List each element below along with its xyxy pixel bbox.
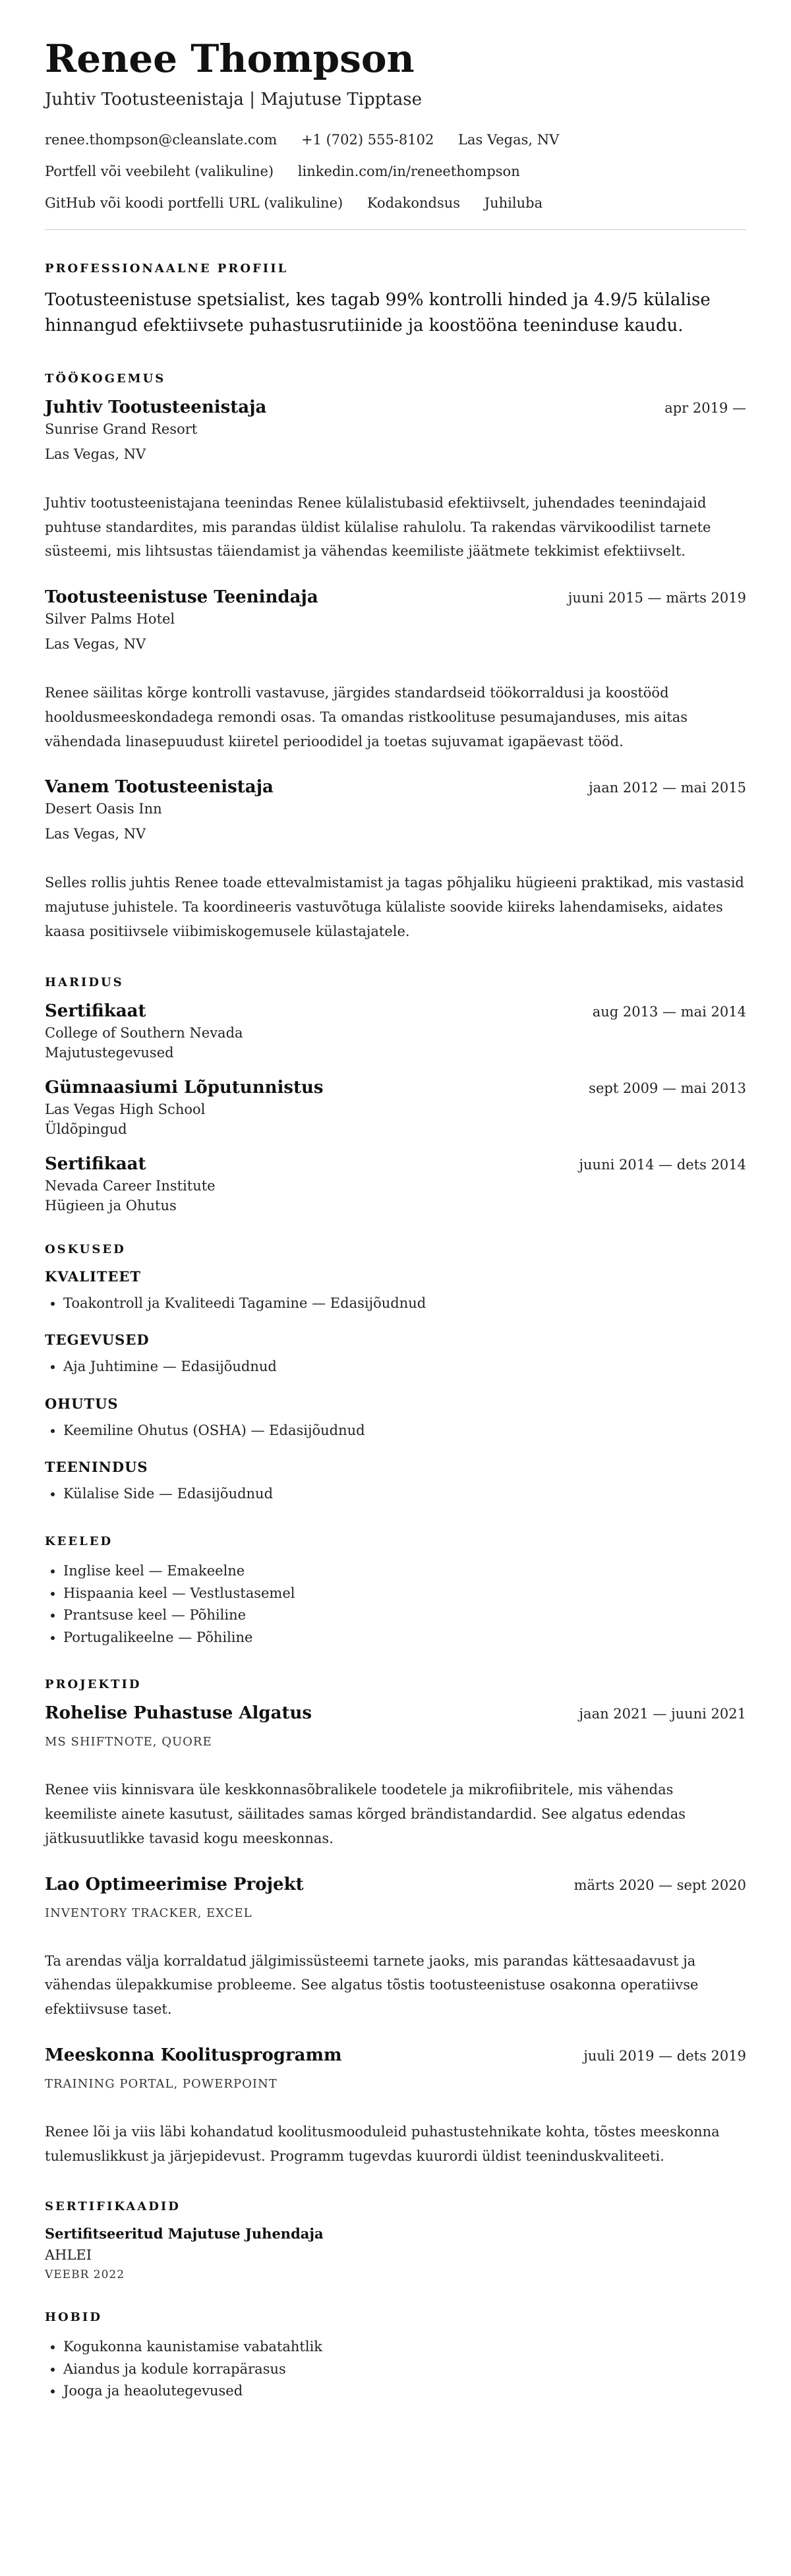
job-location: Las Vegas, NV [45, 826, 146, 842]
section-title-skills: OSKUSED [45, 1242, 126, 1256]
education-degree: Gümnaasiumi Lõputunnistus [45, 1077, 324, 1098]
job-role: Tootusteenistuse Teenindaja [45, 587, 318, 608]
project-description: Ta arendas välja korraldatud jälgimissüsteemi tarnete jaoks, mis parandas kättesaadavust ja vähendas ülepakkumise probleeme. See algatus tõstis tootusteenistuse osakonna operatiivse efektiivsuse taset. [45, 1952, 699, 2018]
contact-github[interactable]: GitHub või koodi portfelli URL (valikuline) [45, 194, 343, 211]
project-dates: jaan 2021 — juuni 2021 [579, 1706, 746, 1722]
skill-item: • Keemiline Ohutus (OSHA) — Edasijõudnud [63, 1420, 746, 1442]
project-description: Renee lõi ja viis läbi kohandatud koolitusmooduleid puhastustehnikate kohta, tõstes meeskonna tulemuslikkust ja järjepidevust. Programm tugevdas kuurordi üldist teeninduskvaliteeti. [45, 2123, 720, 2164]
project-dates: juuli 2019 — dets 2019 [583, 2047, 746, 2064]
contact-row-extra [45, 195, 746, 211]
section-title-hobbies: HOBID [45, 2310, 102, 2325]
language-item: • Hispaania keel — Vestlustasemel [63, 1583, 746, 1605]
contact-row-links [45, 163, 746, 179]
skill-category: TEENINDUS [45, 1459, 148, 1476]
section-title-projects: PROJEKTID [45, 1678, 142, 1692]
project-dates: märts 2020 — sept 2020 [573, 1877, 746, 1893]
project-name: Lao Optimeerimise Projekt [45, 1874, 304, 1894]
experience-entry [45, 587, 746, 753]
job-description: Juhtiv tootusteenistajana teenindas Renee külalistubasid efektiivselt, juhendades teenindajaid puhtuse standardites, mis parandas üldist külalise rahulolu. Ta rakendas värvikoodilist tarnete süsteemi, mis lihtsustas täiendamist ja vähendas keemiliste jäätmete tekkimist efektiivselt. [45, 494, 711, 560]
education-field: Majutustegevused [45, 1044, 174, 1061]
job-company: Desert Oasis Inn [45, 801, 162, 817]
skill-group [45, 1268, 746, 1315]
project-description: Renee viis kinnisvara üle keskkonnasõbralikele toodetele ja mikrofiibritele, mis vähendas keemiliste ainete kasutust, säilitades samas kõrged brändistandardid. See algatus edendas jätkusuutlikke tavasid kogu meeskonnas. [45, 1782, 686, 1846]
candidate-name: Renee Thompson [45, 36, 415, 81]
skill-category: OHUTUS [45, 1395, 119, 1412]
section-title-certifications: SERTIFIKAADID [45, 2200, 181, 2214]
contact-phone[interactable]: +1 (702) 555-8102 [301, 131, 434, 148]
profile-summary: Tootusteenistuse spetsialist, kes tagab 99% kontrolli hinded ja 4.9/5 külalise hinnangud efektiivsete puhastusrutiinide ja koostööna teeninduse kaudu. [45, 289, 711, 336]
hobby-item: • Aiandus ja kodule korrapärasus [63, 2358, 746, 2381]
job-location: Las Vegas, NV [45, 446, 146, 462]
education-entry [45, 1154, 746, 1214]
skill-item: • Toakontroll ja Kvaliteedi Tagamine — Edasijõudnud [63, 1293, 746, 1315]
project-entry [45, 1875, 746, 2022]
education-degree: Sertifikaat [45, 1001, 146, 1021]
project-name: Meeskonna Koolitusprogramm [45, 2045, 342, 2065]
education-degree: Sertifikaat [45, 1154, 146, 1174]
certification-org: AHLEI [45, 2247, 92, 2264]
project-name: Rohelise Puhastuse Algatus [45, 1703, 312, 1724]
language-item: • Prantsuse keel — Põhiline [63, 1604, 746, 1627]
job-description: Renee säilitas kõrge kontrolli vastavuse, järgides standardseid töökorraldusi ja koostööd hooldusmeeskondadega remondi osas. Ta omandas ristkoolituse pesumajanduses, mis aitas vähendada linasepuudust kiiretel perioodidel ja toetas sujuvamat igapäevast tööd. [45, 685, 688, 749]
contact-row-primary [45, 132, 746, 148]
project-entry [45, 1703, 746, 1850]
section-title-profile: PROFESSIONAALNE PROFIIL [45, 261, 289, 276]
skill-item: • Külalise Side — Edasijõudnud [63, 1483, 746, 1506]
education-dates: aug 2013 — mai 2014 [592, 1003, 746, 1020]
education-school: Las Vegas High School [45, 1101, 206, 1117]
job-dates: jaan 2012 — mai 2015 [589, 780, 746, 796]
job-company: Silver Palms Hotel [45, 611, 175, 628]
job-role: Juhtiv Tootusteenistaja [45, 397, 267, 417]
education-school: Nevada Career Institute [45, 1177, 216, 1194]
candidate-headline: Juhtiv Tootusteenistaja | Majutuse Tipptase [45, 89, 422, 109]
contact-location: Las Vegas, NV [458, 131, 560, 148]
job-role: Vanem Tootusteenistaja [45, 777, 274, 798]
experience-entry [45, 777, 746, 943]
education-dates: juuni 2014 — dets 2014 [579, 1156, 746, 1173]
section-title-languages: KEELED [45, 1534, 113, 1548]
hobby-item: • Jooga ja heaolutegevused [63, 2380, 746, 2403]
education-field: Üldõpingud [45, 1121, 127, 1137]
contact-email[interactable]: renee.thompson@cleanslate.com [45, 131, 278, 148]
contact-linkedin[interactable]: linkedin.com/in/reneethompson [297, 163, 520, 179]
hobby-item: • Kogukonna kaunistamise vabatahtlik [63, 2336, 746, 2358]
project-tech: MS SHIFTNOTE, QUORE [45, 1735, 212, 1749]
education-entry [45, 1001, 746, 1061]
skill-item: • Aja Juhtimine — Edasijõudnud [63, 1356, 746, 1378]
skill-category: TEGEVUSED [45, 1332, 150, 1349]
job-description: Selles rollis juhtis Renee toade ettevalmistamist ja tagas põhjaliku hügieeni praktikad, mis vastasid majutuse juhistele. Ta koordineeris vastuvõtuga külaliste soovide kiireks lahendamiseks, aidates kaasa positiivsele viibimiskogemusele külastajatele. [45, 875, 744, 939]
skill-group [45, 1332, 746, 1378]
skill-group [45, 1395, 746, 1442]
languages-section [45, 1535, 746, 1649]
education-field: Hügieen ja Ohutus [45, 1197, 177, 1214]
project-tech: INVENTORY TRACKER, EXCEL [45, 1906, 252, 1920]
language-item: • Portugalikeelne — Põhiline [63, 1627, 746, 1649]
education-dates: sept 2009 — mai 2013 [589, 1080, 746, 1096]
contact-portfolio[interactable]: Portfell või veebileht (valikuline) [45, 163, 274, 179]
section-title-experience: TÖÖKOGEMUS [45, 371, 166, 386]
language-item: • Inglise keel — Emakeelne [63, 1560, 746, 1583]
header-divider [45, 229, 746, 230]
job-location: Las Vegas, NV [45, 636, 146, 653]
job-company: Sunrise Grand Resort [45, 421, 198, 437]
job-dates: apr 2019 — [664, 399, 746, 416]
skill-category: KVALITEET [45, 1268, 142, 1285]
skill-group [45, 1459, 746, 1506]
experience-entry [45, 397, 746, 564]
hobbies-section [45, 2310, 746, 2403]
project-entry [45, 2045, 746, 2169]
job-dates: juuni 2015 — märts 2019 [568, 590, 746, 606]
contact-license: Juhiluba [484, 194, 543, 211]
education-entry [45, 1078, 746, 1137]
section-title-education: HARIDUS [45, 975, 124, 989]
project-tech: TRAINING PORTAL, POWERPOINT [45, 2076, 278, 2091]
certification-name: Sertifitseeritud Majutuse Juhendaja [45, 2225, 324, 2242]
certifications-section [45, 2200, 746, 2281]
certification-date: VEEBR 2022 [45, 2268, 125, 2282]
contact-citizenship: Kodakondsus [366, 194, 461, 211]
education-school: College of Southern Nevada [45, 1024, 243, 1041]
